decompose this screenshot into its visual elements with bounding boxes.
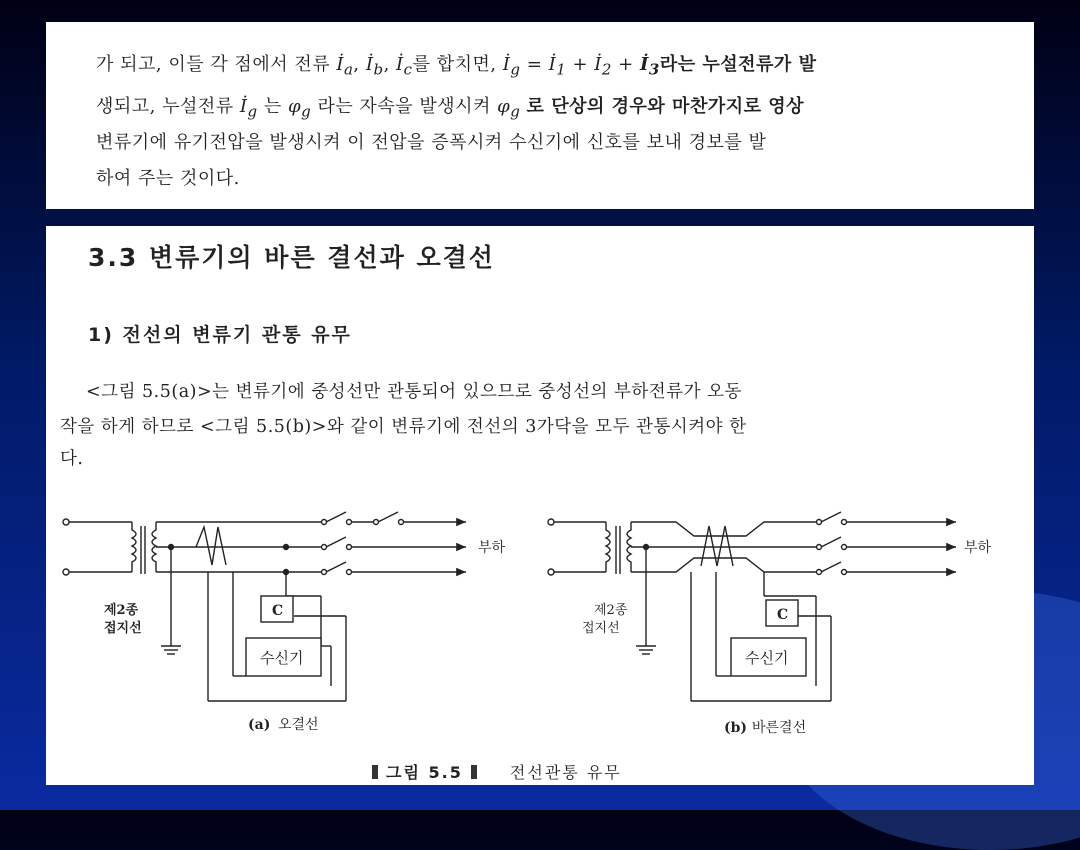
terminal-icon xyxy=(63,569,69,575)
body-line-1: <그림 5.5(a)>는 변류기에 중성선만 관통되어 있으므로 중성선의 부하전류가 오동 xyxy=(86,382,742,402)
current-ig: $İ_g$ xyxy=(502,54,521,79)
ground-label: 접지선 xyxy=(582,621,620,636)
ct-label: C xyxy=(777,607,789,623)
current-ic: $İ_c$ xyxy=(396,54,413,79)
current-ib: $İ_b$ xyxy=(365,54,384,79)
section-title: 3.3 변류기의 바른 결선과 오결선 xyxy=(88,243,495,272)
text-fragment: 라는 자속을 발생시켜 xyxy=(317,96,498,117)
text-fragment: , xyxy=(383,54,397,75)
top-text-panel xyxy=(46,22,1034,209)
current-ia: $İ_a$ xyxy=(336,54,354,79)
caption-text: 바른결선 xyxy=(752,720,807,736)
paragraph-line-1 xyxy=(96,50,816,79)
paragraph-line-3: 변류기에 유기전압을 발생시켜 이 전압을 증폭시켜 수신기에 신호를 보내 경보를 발 xyxy=(96,132,767,153)
body-line-3: 다. xyxy=(60,449,84,469)
current-ig: $İ_g$ xyxy=(239,96,258,121)
receiver-label: 수신기 xyxy=(745,649,789,667)
figure-label: 그림 5.5 xyxy=(386,763,463,782)
ground-label: 접지선 xyxy=(104,621,142,636)
figure-title: 전선관통 유무 xyxy=(509,763,622,782)
ground-label: 제2종 xyxy=(104,603,139,618)
transformer-secondary-coil xyxy=(152,522,156,572)
ground-label: 제2종 xyxy=(594,603,628,618)
load-label: 부하 xyxy=(478,540,506,556)
text-fragment: 생되고, 누설전류 xyxy=(96,96,240,117)
text-fragment: + xyxy=(566,54,595,75)
figure-mark-icon xyxy=(471,765,477,779)
paragraph-line-2 xyxy=(96,92,804,121)
main-content-panel xyxy=(46,226,1034,785)
text-fragment: 로 단상의 경우와 마찬가지로 영상 xyxy=(526,96,805,117)
body-line-2: 작을 하게 하므로 <그림 5.5(b)>와 같이 변류기에 전선의 3가닥을 모두 관통시켜야 한 xyxy=(60,417,747,437)
ct-label: C xyxy=(272,603,284,619)
current-i1: $İ_1$ xyxy=(548,54,567,79)
flux-phi-g: $\varphi_g$ xyxy=(287,96,312,121)
text-fragment: 를 합치면, xyxy=(412,54,503,75)
current-i2: $İ_2$ xyxy=(594,54,612,79)
transformer-primary-coil xyxy=(132,522,136,572)
text-fragment: 라는 누설전류가 발 xyxy=(659,54,817,75)
caption-letter: (b) xyxy=(724,720,748,736)
receiver-label: 수신기 xyxy=(260,649,304,667)
text-fragment: = xyxy=(520,54,549,75)
caption-text: 오결선 xyxy=(278,717,319,733)
current-i3: $İ_3$ xyxy=(639,54,660,79)
subsection-title: 1) 전선의 변류기 관통 유무 xyxy=(88,324,352,346)
current-transformer-core xyxy=(701,526,733,566)
text-fragment: + xyxy=(611,54,640,75)
text-fragment: , xyxy=(353,54,366,75)
load-label: 부하 xyxy=(964,540,992,556)
caption-letter: (a) xyxy=(248,717,271,733)
current-transformer-core xyxy=(196,527,226,565)
flux-phi-g: $\varphi_g$ xyxy=(497,96,521,121)
text-fragment: 는 xyxy=(263,96,288,117)
figure-caption xyxy=(364,760,622,783)
text-fragment: 가 되고, 이들 각 점에서 전류 xyxy=(96,54,337,75)
figure-mark-icon xyxy=(372,765,378,779)
paragraph-line-4: 하여 주는 것이다. xyxy=(96,168,240,189)
terminal-icon xyxy=(63,519,69,525)
wiring-diagram xyxy=(46,496,1034,785)
